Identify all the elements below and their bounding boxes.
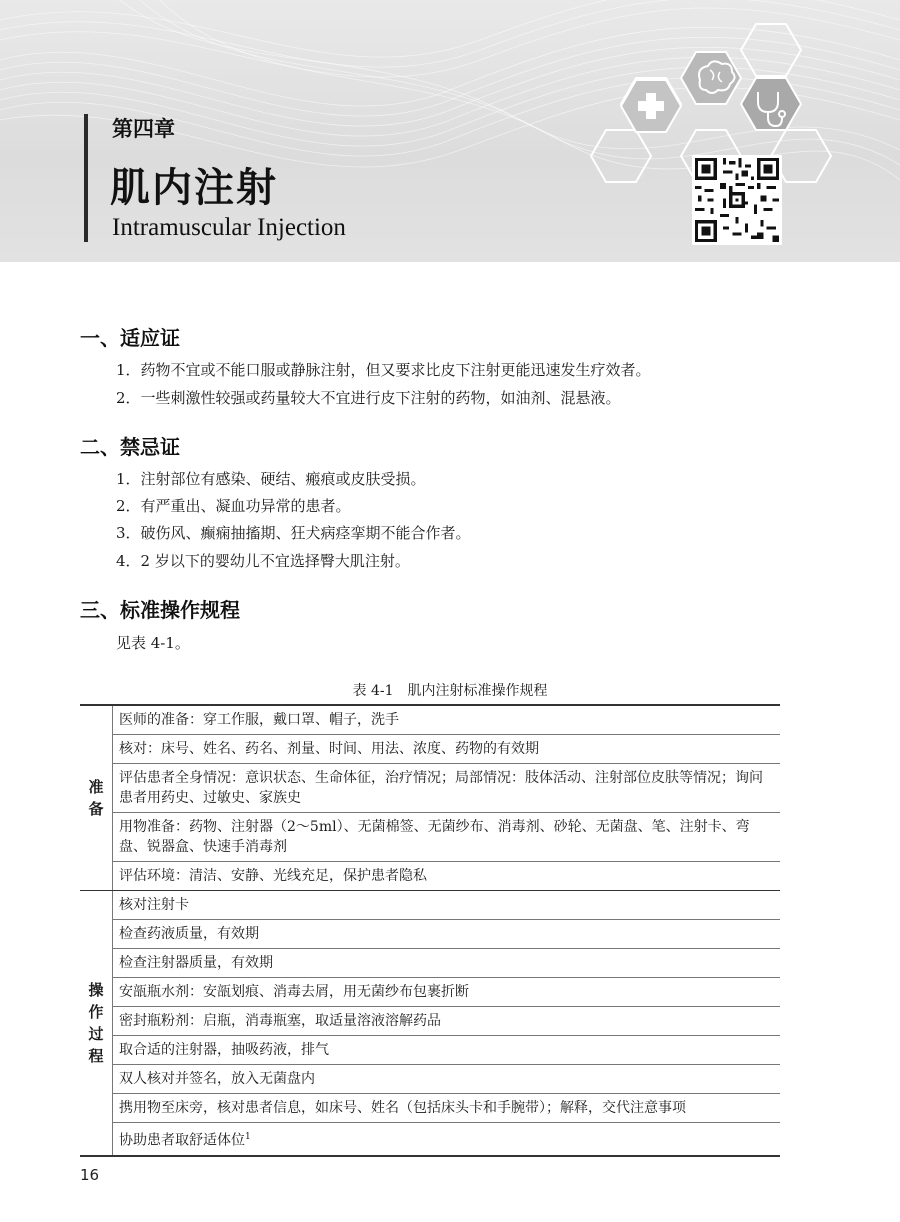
table-caption: 表 4-1 肌内注射标准操作规程 [352,683,548,699]
table-cell: 核对注射卡 [113,891,781,920]
table-row [80,1036,780,1065]
table-cell: 用物准备：药物、注射器（2～5ml）、无菌棉签、无菌纱布、消毒剂、砂轮、无菌盘、笔、注射卡、弯盘、锐器盒、快速手消毒剂 [113,813,781,862]
table-cell: 携用物至床旁，核对患者信息，如床号、姓名（包括床头卡和手腕带）；解释，交代注意事项 [113,1094,781,1123]
procedure-table [80,704,780,1157]
category-cell-operation: 操作过程 [80,891,113,1156]
table-row [80,949,780,978]
table-row [80,891,780,920]
table-cell: 检查药液质量，有效期 [113,920,781,949]
page-number: 16 [80,1166,100,1184]
table-cell-text: 协助患者取舒适体位 [119,1132,245,1149]
table-row [80,1007,780,1036]
table-row [80,1123,780,1156]
table-row [80,1094,780,1123]
list-item: 4．2 岁以下的婴幼儿不宜选择臀大肌注射。 [116,552,410,570]
table-cell: 密封瓶粉剂：启瓶，消毒瓶塞，取适量溶液溶解药品 [113,1007,781,1036]
chapter-subtitle: Intramuscular Injection [112,214,346,241]
table-cell: 检查注射器质量，有效期 [113,949,781,978]
chapter-label: 第四章 [112,117,175,141]
table-cell: 取合适的注射器，抽吸药液，排气 [113,1036,781,1065]
table-row [80,920,780,949]
table-row [80,978,780,1007]
section-heading-indications: 一、适应证 [80,326,180,350]
qr-code-icon[interactable] [692,155,782,245]
list-item: 2．有严重出、凝血功异常的患者。 [116,497,351,515]
list-item: 1．注射部位有感染、硬结、瘢痕或皮肤受损。 [116,470,426,488]
brain-icon [681,52,741,104]
table-reference: 见表 4-1。 [116,634,190,652]
table-cell: 安瓿瓶水剂：安瓿划痕、消毒去屑，用无菌纱布包裹折断 [113,978,781,1007]
table-cell: 医师的准备：穿工作服，戴口罩、帽子，洗手 [113,705,781,735]
list-item: 1．药物不宜或不能口服或静脉注射，但又要求比皮下注射更能迅速发生疗效者。 [116,361,651,379]
section-heading-procedure: 三、标准操作规程 [80,598,240,622]
table-cell: 评估患者全身情况：意识状态、生命体征，治疗情况；局部情况：肢体活动、注射部位皮肤等情况；询问患者用药史、过敏史、家族史 [113,764,781,813]
chapter-title: 肌内注射 [110,165,278,211]
table-row [80,705,780,735]
category-cell-preparation: 准备 [80,705,113,891]
table-cell: 双人核对并签名，放入无菌盘内 [113,1065,781,1094]
table-row [80,735,780,764]
table-row [80,862,780,891]
chapter-accent-bar [84,114,88,242]
table-row [80,1065,780,1094]
table-cell [113,1123,781,1156]
section-heading-contraindications: 二、禁忌证 [80,435,180,459]
footnote-marker: 1 [245,1132,251,1142]
table-row [80,764,780,813]
stethoscope-icon [741,78,801,130]
list-item: 2．一些刺激性较强或药量较大不宜进行皮下注射的药物，如油剂、混悬液。 [116,389,621,407]
table-cell: 核对：床号、姓名、药名、剂量、时间、用法、浓度、药物的有效期 [113,735,781,764]
list-item: 3．破伤风、癫痫抽搐期、狂犬病痉挛期不能合作者。 [116,524,471,542]
table-row [80,813,780,862]
chapter-header [0,0,900,262]
table-cell: 评估环境：清洁、安静、光线充足，保护患者隐私 [113,862,781,891]
